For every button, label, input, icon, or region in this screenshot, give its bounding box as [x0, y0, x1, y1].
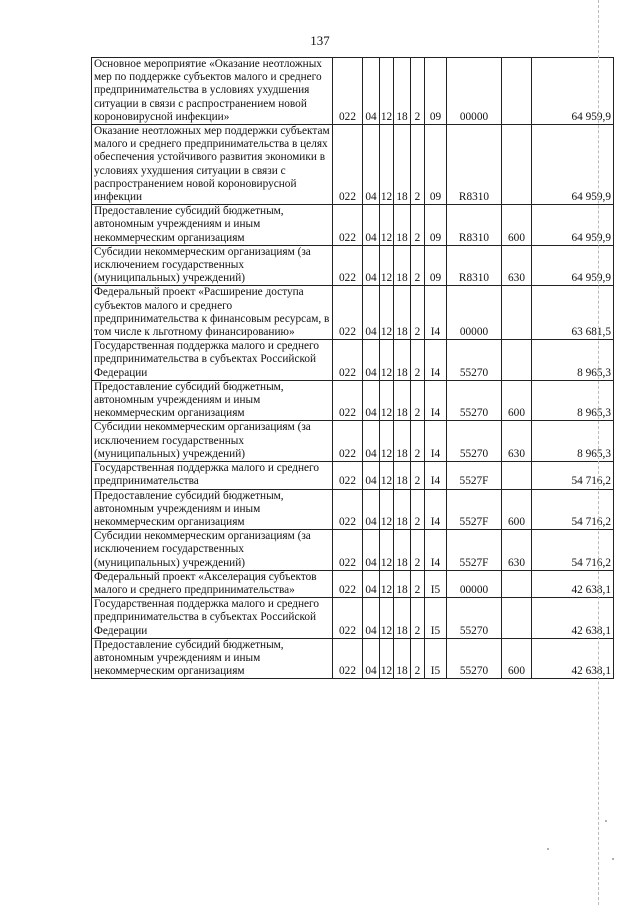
row-amount: 8 965,3: [532, 340, 614, 381]
row-subprogram-code: 2: [411, 638, 425, 679]
table-row: [92, 286, 614, 340]
row-name: Государственная поддержка малого и среднего предпринимательства в субъектах Российской Федерации: [92, 340, 333, 381]
table-row: [92, 462, 614, 489]
row-expense-type: [502, 286, 532, 340]
row-ministry-code: 022: [333, 530, 363, 571]
table-row: [92, 421, 614, 462]
table-body: [92, 58, 614, 679]
table-row: [92, 638, 614, 679]
row-amount: 8 965,3: [532, 421, 614, 462]
row-name: Оказание неотложных мер поддержки субъектам малого и среднего предпринимательства в целях обеспечения устойчивого развития экономики в условиях ухудшения ситуации в связи с распространением новой короновирусной инфекции: [92, 125, 333, 205]
scan-edge-line: [598, 0, 600, 905]
row-amount: 42 638,1: [532, 638, 614, 679]
row-subprogram-code: 2: [411, 245, 425, 286]
row-section-code: 04: [363, 58, 380, 125]
row-expense-type: [502, 462, 532, 489]
row-event-code: I4: [425, 340, 447, 381]
row-name: Предоставление субсидий бюджетным, автономным учреждениям и иным некоммерческим организациям: [92, 638, 333, 679]
row-ministry-code: 022: [333, 286, 363, 340]
row-expense-type: [502, 570, 532, 597]
row-event-code: I4: [425, 380, 447, 421]
row-subsection-code: 12: [380, 340, 394, 381]
row-section-code: 04: [363, 421, 380, 462]
row-ministry-code: 022: [333, 421, 363, 462]
row-expense-type: [502, 58, 532, 125]
row-expense-type: [502, 340, 532, 381]
row-section-code: 04: [363, 125, 380, 205]
row-event-code: 09: [425, 58, 447, 125]
row-ministry-code: 022: [333, 340, 363, 381]
row-program-code: 18: [394, 58, 411, 125]
row-program-code: 18: [394, 286, 411, 340]
page-number: 137: [310, 33, 330, 48]
row-name: Предоставление субсидий бюджетным, автономным учреждениям и иным некоммерческим организациям: [92, 489, 333, 530]
row-amount: 63 681,5: [532, 286, 614, 340]
row-expense-type: 600: [502, 380, 532, 421]
row-section-code: 04: [363, 205, 380, 246]
row-expense-type: 600: [502, 638, 532, 679]
row-ministry-code: 022: [333, 598, 363, 639]
row-subprogram-code: 2: [411, 598, 425, 639]
row-name: Федеральный проект «Расширение доступа субъектов малого и среднего предпринимательства к финансовым ресурсам, в том числе к льготному финансированию»: [92, 286, 333, 340]
row-subprogram-code: 2: [411, 58, 425, 125]
row-event-code: 09: [425, 125, 447, 205]
row-ministry-code: 022: [333, 462, 363, 489]
row-program-code: 18: [394, 125, 411, 205]
row-direction-code: 55270: [447, 638, 502, 679]
row-event-code: I4: [425, 421, 447, 462]
table-row: [92, 380, 614, 421]
row-program-code: 18: [394, 205, 411, 246]
row-ministry-code: 022: [333, 380, 363, 421]
row-event-code: I4: [425, 530, 447, 571]
row-subprogram-code: 2: [411, 205, 425, 246]
row-ministry-code: 022: [333, 125, 363, 205]
row-section-code: 04: [363, 598, 380, 639]
row-section-code: 04: [363, 530, 380, 571]
row-direction-code: 00000: [447, 58, 502, 125]
row-subprogram-code: 2: [411, 570, 425, 597]
row-expense-type: 600: [502, 489, 532, 530]
row-subprogram-code: 2: [411, 462, 425, 489]
row-program-code: 18: [394, 380, 411, 421]
row-subsection-code: 12: [380, 58, 394, 125]
row-ministry-code: 022: [333, 489, 363, 530]
row-subsection-code: 12: [380, 638, 394, 679]
row-ministry-code: 022: [333, 638, 363, 679]
row-subsection-code: 12: [380, 489, 394, 530]
row-direction-code: R8310: [447, 125, 502, 205]
row-amount: 54 716,2: [532, 530, 614, 571]
row-direction-code: 00000: [447, 570, 502, 597]
row-name: Основное мероприятие «Оказание неотложных мер по поддержке субъектов малого и среднего предпринимательства в условиях ухудшения ситуации в связи с распространением новой короновирусной инфекции»: [92, 58, 333, 125]
row-subsection-code: 12: [380, 530, 394, 571]
row-amount: 64 959,9: [532, 245, 614, 286]
row-section-code: 04: [363, 340, 380, 381]
scan-speck: [612, 858, 614, 860]
row-subprogram-code: 2: [411, 421, 425, 462]
row-ministry-code: 022: [333, 58, 363, 125]
row-direction-code: 55270: [447, 380, 502, 421]
row-program-code: 18: [394, 421, 411, 462]
row-event-code: I4: [425, 489, 447, 530]
row-subsection-code: 12: [380, 462, 394, 489]
row-subsection-code: 12: [380, 598, 394, 639]
row-ministry-code: 022: [333, 245, 363, 286]
row-program-code: 18: [394, 598, 411, 639]
row-direction-code: 55270: [447, 598, 502, 639]
scan-speck: [547, 848, 549, 850]
row-section-code: 04: [363, 570, 380, 597]
row-name: Предоставление субсидий бюджетным, автономным учреждениям и иным некоммерческим организациям: [92, 380, 333, 421]
row-section-code: 04: [363, 245, 380, 286]
row-ministry-code: 022: [333, 205, 363, 246]
row-expense-type: [502, 598, 532, 639]
row-name: Субсидии некоммерческим организациям (за исключением государственных (муниципальных) учреждений): [92, 530, 333, 571]
table-row: [92, 205, 614, 246]
row-section-code: 04: [363, 286, 380, 340]
row-section-code: 04: [363, 638, 380, 679]
table-row: [92, 58, 614, 125]
row-amount: 64 959,9: [532, 125, 614, 205]
row-event-code: 09: [425, 245, 447, 286]
row-subprogram-code: 2: [411, 489, 425, 530]
row-subsection-code: 12: [380, 421, 394, 462]
row-amount: 54 716,2: [532, 489, 614, 530]
row-name: Субсидии некоммерческим организациям (за исключением государственных (муниципальных) учреждений): [92, 421, 333, 462]
row-event-code: I5: [425, 638, 447, 679]
row-direction-code: R8310: [447, 245, 502, 286]
row-subsection-code: 12: [380, 380, 394, 421]
table-row: [92, 570, 614, 597]
row-direction-code: R8310: [447, 205, 502, 246]
table-row: [92, 245, 614, 286]
row-subsection-code: 12: [380, 286, 394, 340]
row-expense-type: 630: [502, 421, 532, 462]
row-event-code: I4: [425, 286, 447, 340]
row-name: Субсидии некоммерческим организациям (за исключением государственных (муниципальных) учреждений): [92, 245, 333, 286]
row-direction-code: 5527F: [447, 489, 502, 530]
row-ministry-code: 022: [333, 570, 363, 597]
row-amount: 54 716,2: [532, 462, 614, 489]
row-amount: 64 959,9: [532, 205, 614, 246]
row-amount: 42 638,1: [532, 598, 614, 639]
row-subsection-code: 12: [380, 205, 394, 246]
row-program-code: 18: [394, 245, 411, 286]
row-expense-type: 630: [502, 245, 532, 286]
row-program-code: 18: [394, 530, 411, 571]
row-event-code: I4: [425, 462, 447, 489]
row-direction-code: 00000: [447, 286, 502, 340]
row-amount: 8 965,3: [532, 380, 614, 421]
row-event-code: I5: [425, 598, 447, 639]
row-subsection-code: 12: [380, 125, 394, 205]
row-program-code: 18: [394, 638, 411, 679]
row-direction-code: 55270: [447, 421, 502, 462]
row-program-code: 18: [394, 489, 411, 530]
scan-speck: [605, 820, 607, 822]
row-section-code: 04: [363, 462, 380, 489]
table-row: [92, 598, 614, 639]
row-section-code: 04: [363, 489, 380, 530]
row-program-code: 18: [394, 340, 411, 381]
row-program-code: 18: [394, 570, 411, 597]
row-name: Государственная поддержка малого и среднего предпринимательства в субъектах Российской Федерации: [92, 598, 333, 639]
row-subprogram-code: 2: [411, 125, 425, 205]
row-event-code: I5: [425, 570, 447, 597]
table-row: [92, 340, 614, 381]
row-subsection-code: 12: [380, 245, 394, 286]
row-amount: 64 959,9: [532, 58, 614, 125]
row-amount: 42 638,1: [532, 570, 614, 597]
row-expense-type: 600: [502, 205, 532, 246]
row-section-code: 04: [363, 380, 380, 421]
row-subsection-code: 12: [380, 570, 394, 597]
row-name: Федеральный проект «Акселерация субъектов малого и среднего предпринимательства»: [92, 570, 333, 597]
row-name: Государственная поддержка малого и среднего предпринимательства: [92, 462, 333, 489]
row-name: Предоставление субсидий бюджетным, автономным учреждениям и иным некоммерческим организациям: [92, 205, 333, 246]
row-subprogram-code: 2: [411, 286, 425, 340]
row-event-code: 09: [425, 205, 447, 246]
row-subprogram-code: 2: [411, 530, 425, 571]
table-row: [92, 125, 614, 205]
row-program-code: 18: [394, 462, 411, 489]
row-direction-code: 5527F: [447, 462, 502, 489]
row-subprogram-code: 2: [411, 380, 425, 421]
row-direction-code: 5527F: [447, 530, 502, 571]
row-expense-type: [502, 125, 532, 205]
row-subprogram-code: 2: [411, 340, 425, 381]
row-direction-code: 55270: [447, 340, 502, 381]
budget-table: [91, 57, 614, 679]
table-row: [92, 530, 614, 571]
table-row: [92, 489, 614, 530]
row-expense-type: 630: [502, 530, 532, 571]
